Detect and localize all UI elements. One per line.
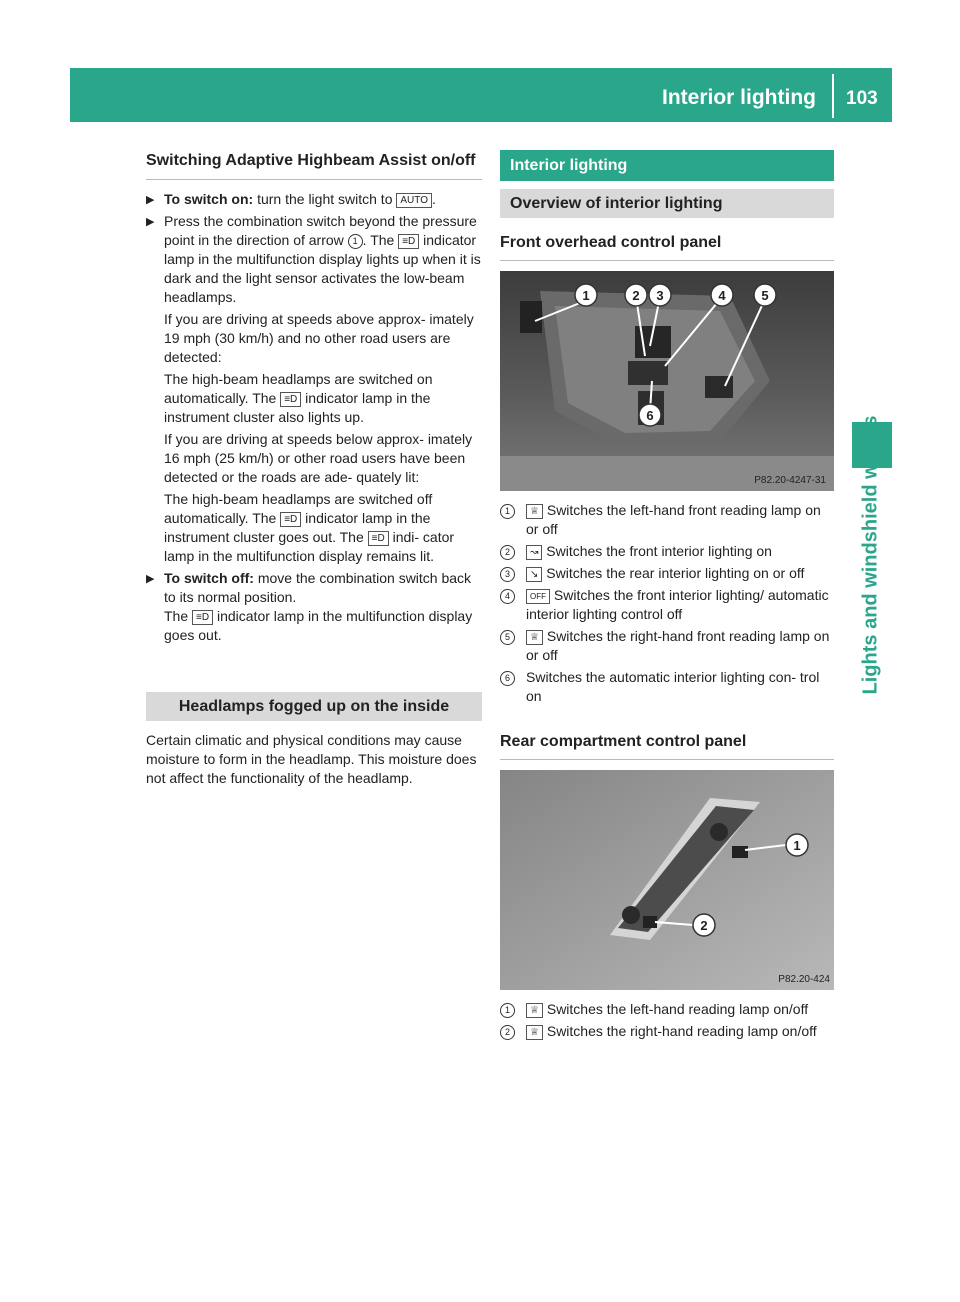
reading-lamp-icon: ♕ [526,504,543,519]
item-number-icon: 2 [500,1025,515,1040]
interior-lighting-bar: Interior lighting [500,150,834,181]
front-item-1 [500,501,834,539]
step-press-switch: ▶ Press the combination switch beyond the pressure point in the direction of arrow 1 . The ≡D indicator lamp in the multifunction display lights up when it is dark and the light sensor activates the low-beam headlamps. If you are driving at speeds above approx- imately 19 mph (30 km/h) and no other road users are detected: The high-beam headlamps are switched on automatically. The ≡D indicator lamp in the instrument cluster also lights up. If you are driving at speeds below approx- imately 16 mph (25 km/h) or other road users have been detected or the roads are ade- quately lit: The high-beam headlamps are switched off automatically. The ≡D indicator lamp in the instrument cluster goes out. The ≡D indi- cator lamp in the multifunction display remains lit. [146,213,481,564]
para-above-speed: If you are driving at speeds above approx- imately 19 mph (30 km/h) and no other road users are detected: [164,311,474,365]
front-item-3 [500,564,834,583]
auto-icon: AUTO [396,193,432,208]
item-number-icon: 4 [500,589,515,604]
highbeam-assist-icon: ≡D [398,234,419,249]
front-panel-heading: Front overhead control panel [500,230,834,261]
item-number-icon: 2 [500,545,515,560]
front-callout: 2 [632,288,640,303]
front-lighting-icon: ↝ [526,545,542,560]
highbeam-assist-icon: ≡D [192,610,213,625]
item-text: Switches the right-hand reading lamp on/off [546,1023,817,1039]
para-switched-on-b: indicator lamp in the instrument cluster also lights up. [164,390,431,425]
overview-heading: Overview of interior lighting [500,189,834,218]
step-switch-on: ▶ To switch on: turn the light switch to AUTO . [146,190,482,209]
para-switched-off-c: indi- cator lamp in the multifunction display remains lit. [164,529,455,564]
rear-panel-photo [500,770,834,990]
highbeam-heading: Switching Adaptive Highbeam Assist on/off [146,150,482,180]
para-switched-on: The high-beam headlamps are switched on automatically. The [164,371,433,406]
item-text: Switches the front interior lighting on [546,543,772,559]
fog-text: Certain climatic and physical conditions may cause moisture to form in the headlamp. This moisture does not affect the functionality of the headlamp. [146,732,477,786]
high-beam-icon: ≡D [280,392,301,407]
front-item-4 [500,586,834,624]
step-arrow-icon: ▶ [146,216,155,228]
para-switched-off-b: indicator lamp in the instrument cluster goes out. The [164,510,431,545]
item-text: Switches the left-hand reading lamp on/off [546,1001,809,1017]
front-item-2 [500,542,834,561]
front-callout: 1 [582,288,590,303]
rear-callout: 2 [700,918,708,933]
front-callout: 5 [761,288,769,303]
reading-lamp-icon: ♕ [526,1003,543,1018]
press-text-b: indicator lamp in the multifunction display lights up when it is dark and the light sensor activates the low-beam headlamps. [164,232,481,305]
step-switch-off [146,569,482,645]
front-item-5 [500,627,834,665]
item-text: Switches the left-hand front reading lamp on or off [526,502,821,537]
arrow-ref-icon: 1 [348,234,363,249]
item-number-icon: 1 [500,1003,515,1018]
switch-on-text: turn the light switch to [257,191,393,207]
rear-lighting-icon: ↘ [526,567,542,582]
press-text: Press the combination switch beyond the pressure point in the direction of arrow [164,213,477,248]
reading-lamp-icon: ♕ [526,1025,543,1040]
item-text: Switches the front interior lighting/ automatic interior lighting control off [526,587,829,622]
rear-item-1 [500,1000,834,1019]
front-item-6 [500,668,834,706]
page-number: 103 [846,88,878,109]
rear-photo-code: P82.20-424 [778,974,830,985]
item-number-icon: 3 [500,567,515,582]
reading-lamp-icon: ♕ [526,630,543,645]
front-callout: 6 [646,408,654,423]
rear-panel-heading: Rear compartment control panel [500,729,834,760]
header-section-title: Interior lighting [662,86,816,109]
rear-item-2 [500,1022,834,1041]
item-number-icon: 5 [500,630,515,645]
text-the: The [370,232,395,248]
item-text: Switches the rear interior lighting on or off [546,565,805,581]
switch-off-label: To switch off: [164,570,254,586]
para-below-speed: If you are driving at speeds below approx- imately 16 mph (25 km/h) or other road users have been detected or the roads are ade- quately lit: [164,431,473,485]
header-divider [832,74,834,118]
front-callout: 3 [656,288,664,303]
switch-off-text-b: indicator lamp in the multifunction display goes out. [164,608,473,643]
right-column [500,150,834,1044]
front-photo-code: P82.20-4247-31 [754,475,826,486]
step-arrow-icon: ▶ [146,194,155,206]
chapter-label: Lights and windshield wipers [859,415,882,695]
fog-heading: Headlamps fogged up on the inside [146,692,482,721]
step-arrow-icon: ▶ [146,573,155,585]
front-panel-photo [500,271,834,491]
left-column [146,150,482,791]
item-text: Switches the automatic interior lighting con- trol on [526,669,820,704]
text-the: The [164,608,189,624]
item-number-icon: 1 [500,504,515,519]
highbeam-assist-icon: ≡D [368,531,389,546]
switch-off-text: move the combination switch back to its normal position. [164,570,472,605]
rear-callout: 1 [793,838,801,853]
para-switched-off: The high-beam headlamps are switched off automatically. The [164,491,433,526]
item-text: Switches the right-hand front reading lamp on or off [526,628,830,663]
front-callout: 4 [718,288,726,303]
lighting-off-icon: OFF [526,589,550,604]
high-beam-icon: ≡D [280,512,301,527]
item-number-icon: 6 [500,671,515,686]
switch-on-label: To switch on: [164,191,254,207]
